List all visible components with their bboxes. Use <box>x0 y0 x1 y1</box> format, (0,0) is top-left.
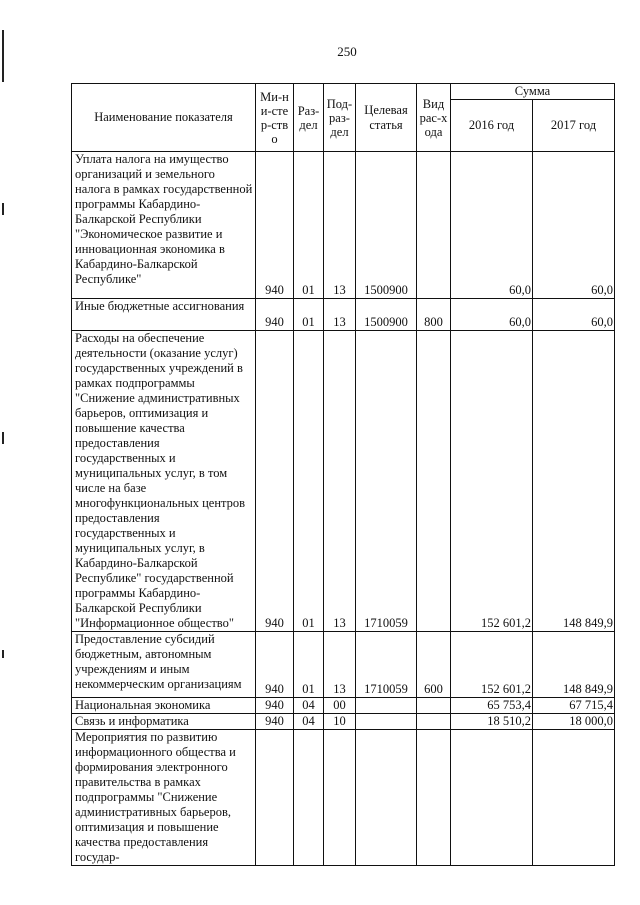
row-subsection: 00 <box>324 698 356 714</box>
row-ministry: 940 <box>256 698 294 714</box>
row-type <box>417 152 451 299</box>
row-2017: 67 715,4 <box>533 698 615 714</box>
table-row <box>72 331 615 632</box>
row-section: 01 <box>294 632 324 698</box>
row-ministry: 940 <box>256 299 294 331</box>
row-name: Мероприятия по развитию информационного общества и формирования электронного правительства в рамках подпрограммы "Снижение административных барьеров, оптимизация и повышение качества предоставления государ- <box>72 730 256 866</box>
table-row <box>72 299 615 331</box>
row-target <box>356 730 417 866</box>
table-row <box>72 152 615 299</box>
row-section <box>294 730 324 866</box>
page-number: 250 <box>337 44 357 59</box>
row-ministry: 940 <box>256 152 294 299</box>
table-row <box>72 698 615 714</box>
row-2017 <box>533 730 615 866</box>
row-section: 04 <box>294 714 324 730</box>
row-target <box>356 698 417 714</box>
header-subsection-label: Под-раз-дел <box>326 96 353 139</box>
row-ministry: 940 <box>256 331 294 632</box>
table-row <box>72 714 615 730</box>
header-ministry <box>256 84 294 152</box>
header-target: Целевая статья <box>356 84 417 152</box>
row-2017: 148 849,9 <box>533 331 615 632</box>
margin-mark <box>2 30 4 82</box>
row-ministry: 940 <box>256 714 294 730</box>
row-2016: 152 601,2 <box>451 632 533 698</box>
row-2017: 60,0 <box>533 152 615 299</box>
row-2016: 18 510,2 <box>451 714 533 730</box>
row-name: Национальная экономика <box>72 698 256 714</box>
row-name: Предоставление субсидий бюджетным, автономным учреждениям и иным некоммерческим организациям <box>72 632 256 698</box>
row-2016: 65 753,4 <box>451 698 533 714</box>
row-type <box>417 714 451 730</box>
row-subsection: 13 <box>324 299 356 331</box>
row-2017: 148 849,9 <box>533 632 615 698</box>
header-section-label: Раз-дел <box>297 103 320 132</box>
row-section: 04 <box>294 698 324 714</box>
row-target: 1500900 <box>356 152 417 299</box>
row-2016: 152 601,2 <box>451 331 533 632</box>
row-name: Связь и информатика <box>72 714 256 730</box>
row-target: 1710059 <box>356 331 417 632</box>
row-section: 01 <box>294 299 324 331</box>
row-subsection: 10 <box>324 714 356 730</box>
row-type: 800 <box>417 299 451 331</box>
row-subsection: 13 <box>324 331 356 632</box>
row-subsection <box>324 730 356 866</box>
row-name: Уплата налога на имущество организаций и земельного налога в рамках государственной программы Кабардино-Балкарской Республики "Экономическое развитие и инновационная экономика в Кабардино-Балкарской Республике" <box>72 152 256 299</box>
row-name: Расходы на обеспечение деятельности (оказание услуг) государственных учреждений в рамках подпрограммы "Снижение административных барьеров, оптимизация и повышение качества предоставления государственных и муниципальных услуг, в том числе на базе многофункциональных центров предоставления государственных и муниципальных услуг, в Кабардино-Балкарской Республике" государственной программы Кабардино-Балкарской Республики "Информационное общество" <box>72 331 256 632</box>
row-2017: 60,0 <box>533 299 615 331</box>
row-2017: 18 000,0 <box>533 714 615 730</box>
table-row <box>72 730 615 866</box>
row-section: 01 <box>294 331 324 632</box>
row-subsection: 13 <box>324 632 356 698</box>
budget-table <box>71 83 615 866</box>
margin-mark <box>2 203 4 215</box>
header-section <box>294 84 324 152</box>
header-sum: Сумма <box>451 84 615 100</box>
table-row <box>72 632 615 698</box>
row-ministry: 940 <box>256 632 294 698</box>
row-target: 1710059 <box>356 632 417 698</box>
header-ministry-label: Ми-ни-стер-ство <box>260 89 289 146</box>
row-2016: 60,0 <box>451 152 533 299</box>
row-type <box>417 698 451 714</box>
header-type <box>417 84 451 152</box>
row-2016 <box>451 730 533 866</box>
header-type-label: Вид рас-хода <box>419 96 448 139</box>
header-2016: 2016 год <box>451 100 533 152</box>
row-type: 600 <box>417 632 451 698</box>
row-section: 01 <box>294 152 324 299</box>
row-2016: 60,0 <box>451 299 533 331</box>
margin-mark <box>2 432 4 444</box>
row-type <box>417 331 451 632</box>
row-ministry <box>256 730 294 866</box>
header-2017: 2017 год <box>533 100 615 152</box>
margin-mark <box>2 650 4 658</box>
row-target <box>356 714 417 730</box>
row-name: Иные бюджетные ассигнования <box>72 299 256 331</box>
row-target: 1500900 <box>356 299 417 331</box>
row-subsection: 13 <box>324 152 356 299</box>
header-name: Наименование показателя <box>72 84 256 152</box>
row-type <box>417 730 451 866</box>
header-subsection <box>324 84 356 152</box>
